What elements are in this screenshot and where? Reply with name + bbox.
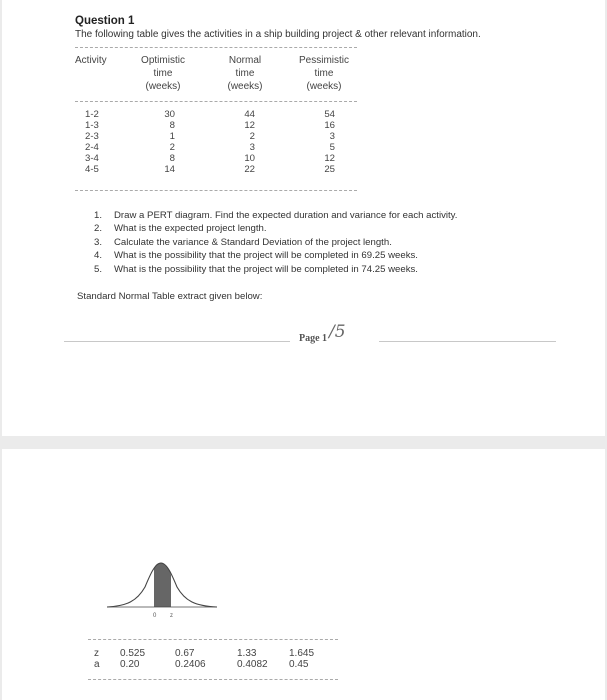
header-pessimistic — [294, 54, 354, 93]
list-item — [94, 236, 564, 249]
cell-pessimistic: 5 — [329, 142, 335, 153]
table-bottom-rule — [75, 190, 357, 191]
header-activity-label: Activity — [75, 55, 107, 66]
table-row — [75, 142, 357, 153]
question-title: Question 1 — [75, 15, 135, 27]
document-page-1 — [2, 0, 605, 436]
curve-label-z: z — [170, 613, 173, 619]
cell-activity: 1-2 — [85, 109, 99, 120]
z-value: 1.33 — [237, 648, 257, 659]
header-optimistic-line2: time — [153, 68, 173, 79]
question-text: What is the possibility that the project will be completed in 69.25 weeks. — [114, 250, 418, 262]
z-value: 0.67 — [175, 648, 195, 659]
header-optimistic — [137, 54, 189, 93]
cell-activity: 2-3 — [85, 131, 99, 142]
table-row — [75, 164, 357, 175]
header-normal-line1: Normal — [228, 55, 262, 66]
header-normal-line3: (weeks) — [227, 81, 263, 92]
question-text: Calculate the variance & Standard Deviation of the project length. — [114, 236, 392, 248]
cell-pessimistic: 3 — [329, 131, 335, 142]
cell-pessimistic: 25 — [324, 164, 335, 175]
question-text: What is the expected project length. — [114, 223, 267, 235]
a-value: 0.4082 — [237, 659, 268, 670]
list-item — [94, 222, 564, 235]
a-value: 0.20 — [120, 659, 140, 670]
z-value: 0.525 — [120, 648, 146, 659]
cell-activity: 3-4 — [85, 153, 99, 164]
z-row-label: z — [94, 648, 99, 659]
header-pessimistic-line2: time — [314, 68, 334, 79]
header-normal — [217, 54, 273, 93]
document-page-2 — [2, 449, 605, 700]
table-row — [75, 153, 357, 164]
header-pessimistic-line3: (weeks) — [306, 81, 342, 92]
z-table-top-rule — [88, 639, 338, 640]
cell-normal: 44 — [244, 109, 255, 120]
table-top-rule — [75, 47, 357, 48]
cell-pessimistic: 12 — [324, 153, 335, 164]
cell-activity: 2-4 — [85, 142, 99, 153]
question-number: 1. — [94, 210, 103, 221]
footer-rule-left — [64, 341, 290, 342]
cell-optimistic: 1 — [169, 131, 175, 142]
cell-activity: 4-5 — [85, 164, 99, 175]
header-optimistic-line3: (weeks) — [145, 81, 181, 92]
a-value: 0.45 — [289, 659, 309, 670]
table-header-rule — [75, 101, 357, 102]
cell-pessimistic: 16 — [324, 120, 335, 131]
activity-table-body — [75, 109, 357, 175]
list-item — [94, 263, 564, 276]
page-handwritten-total: /5 — [329, 322, 346, 342]
question-number: 2. — [94, 223, 103, 235]
a-value: 0.2406 — [175, 659, 206, 670]
page-number: Page 1 — [299, 333, 328, 344]
cell-normal: 3 — [249, 142, 255, 153]
header-optimistic-line1: Optimistic — [141, 55, 185, 66]
cell-optimistic: 8 — [169, 153, 175, 164]
cell-optimistic: 2 — [169, 142, 175, 153]
standard-table-title: Standard Normal Table extract given below: — [77, 291, 263, 302]
question-number: 5. — [94, 263, 103, 275]
z-value: 1.645 — [289, 648, 315, 659]
question-text: What is the possibility that the project will be completed in 74.25 weeks. — [114, 263, 418, 275]
cell-activity: 1-3 — [85, 120, 99, 131]
header-normal-line2: time — [235, 68, 255, 79]
question-intro: The following table gives the activities in a ship building project & other relevant information. — [75, 29, 481, 40]
a-row-label: a — [94, 659, 100, 670]
cell-normal: 22 — [244, 164, 255, 175]
normal-curve-diagram — [107, 559, 237, 619]
cell-optimistic: 14 — [164, 164, 175, 175]
z-table-bottom-rule — [88, 679, 338, 680]
table-row — [75, 131, 357, 142]
cell-optimistic: 30 — [164, 109, 175, 120]
header-activity — [75, 54, 107, 67]
cell-normal: 2 — [249, 131, 255, 142]
list-item — [94, 209, 564, 222]
question-number: 4. — [94, 250, 103, 262]
list-item — [94, 249, 564, 262]
question-text: Draw a PERT diagram. Find the expected duration and variance for each activity. — [114, 210, 458, 221]
cell-normal: 12 — [244, 120, 255, 131]
footer-rule-right — [379, 341, 556, 342]
cell-pessimistic: 54 — [324, 109, 335, 120]
table-row — [75, 109, 357, 120]
header-pessimistic-line1: Pessimistic — [298, 55, 349, 66]
cell-optimistic: 8 — [169, 120, 175, 131]
curve-label-zero: 0 — [153, 613, 157, 619]
question-number: 3. — [94, 236, 103, 248]
table-row — [75, 120, 357, 131]
cell-normal: 10 — [244, 153, 255, 164]
question-list — [94, 209, 564, 276]
